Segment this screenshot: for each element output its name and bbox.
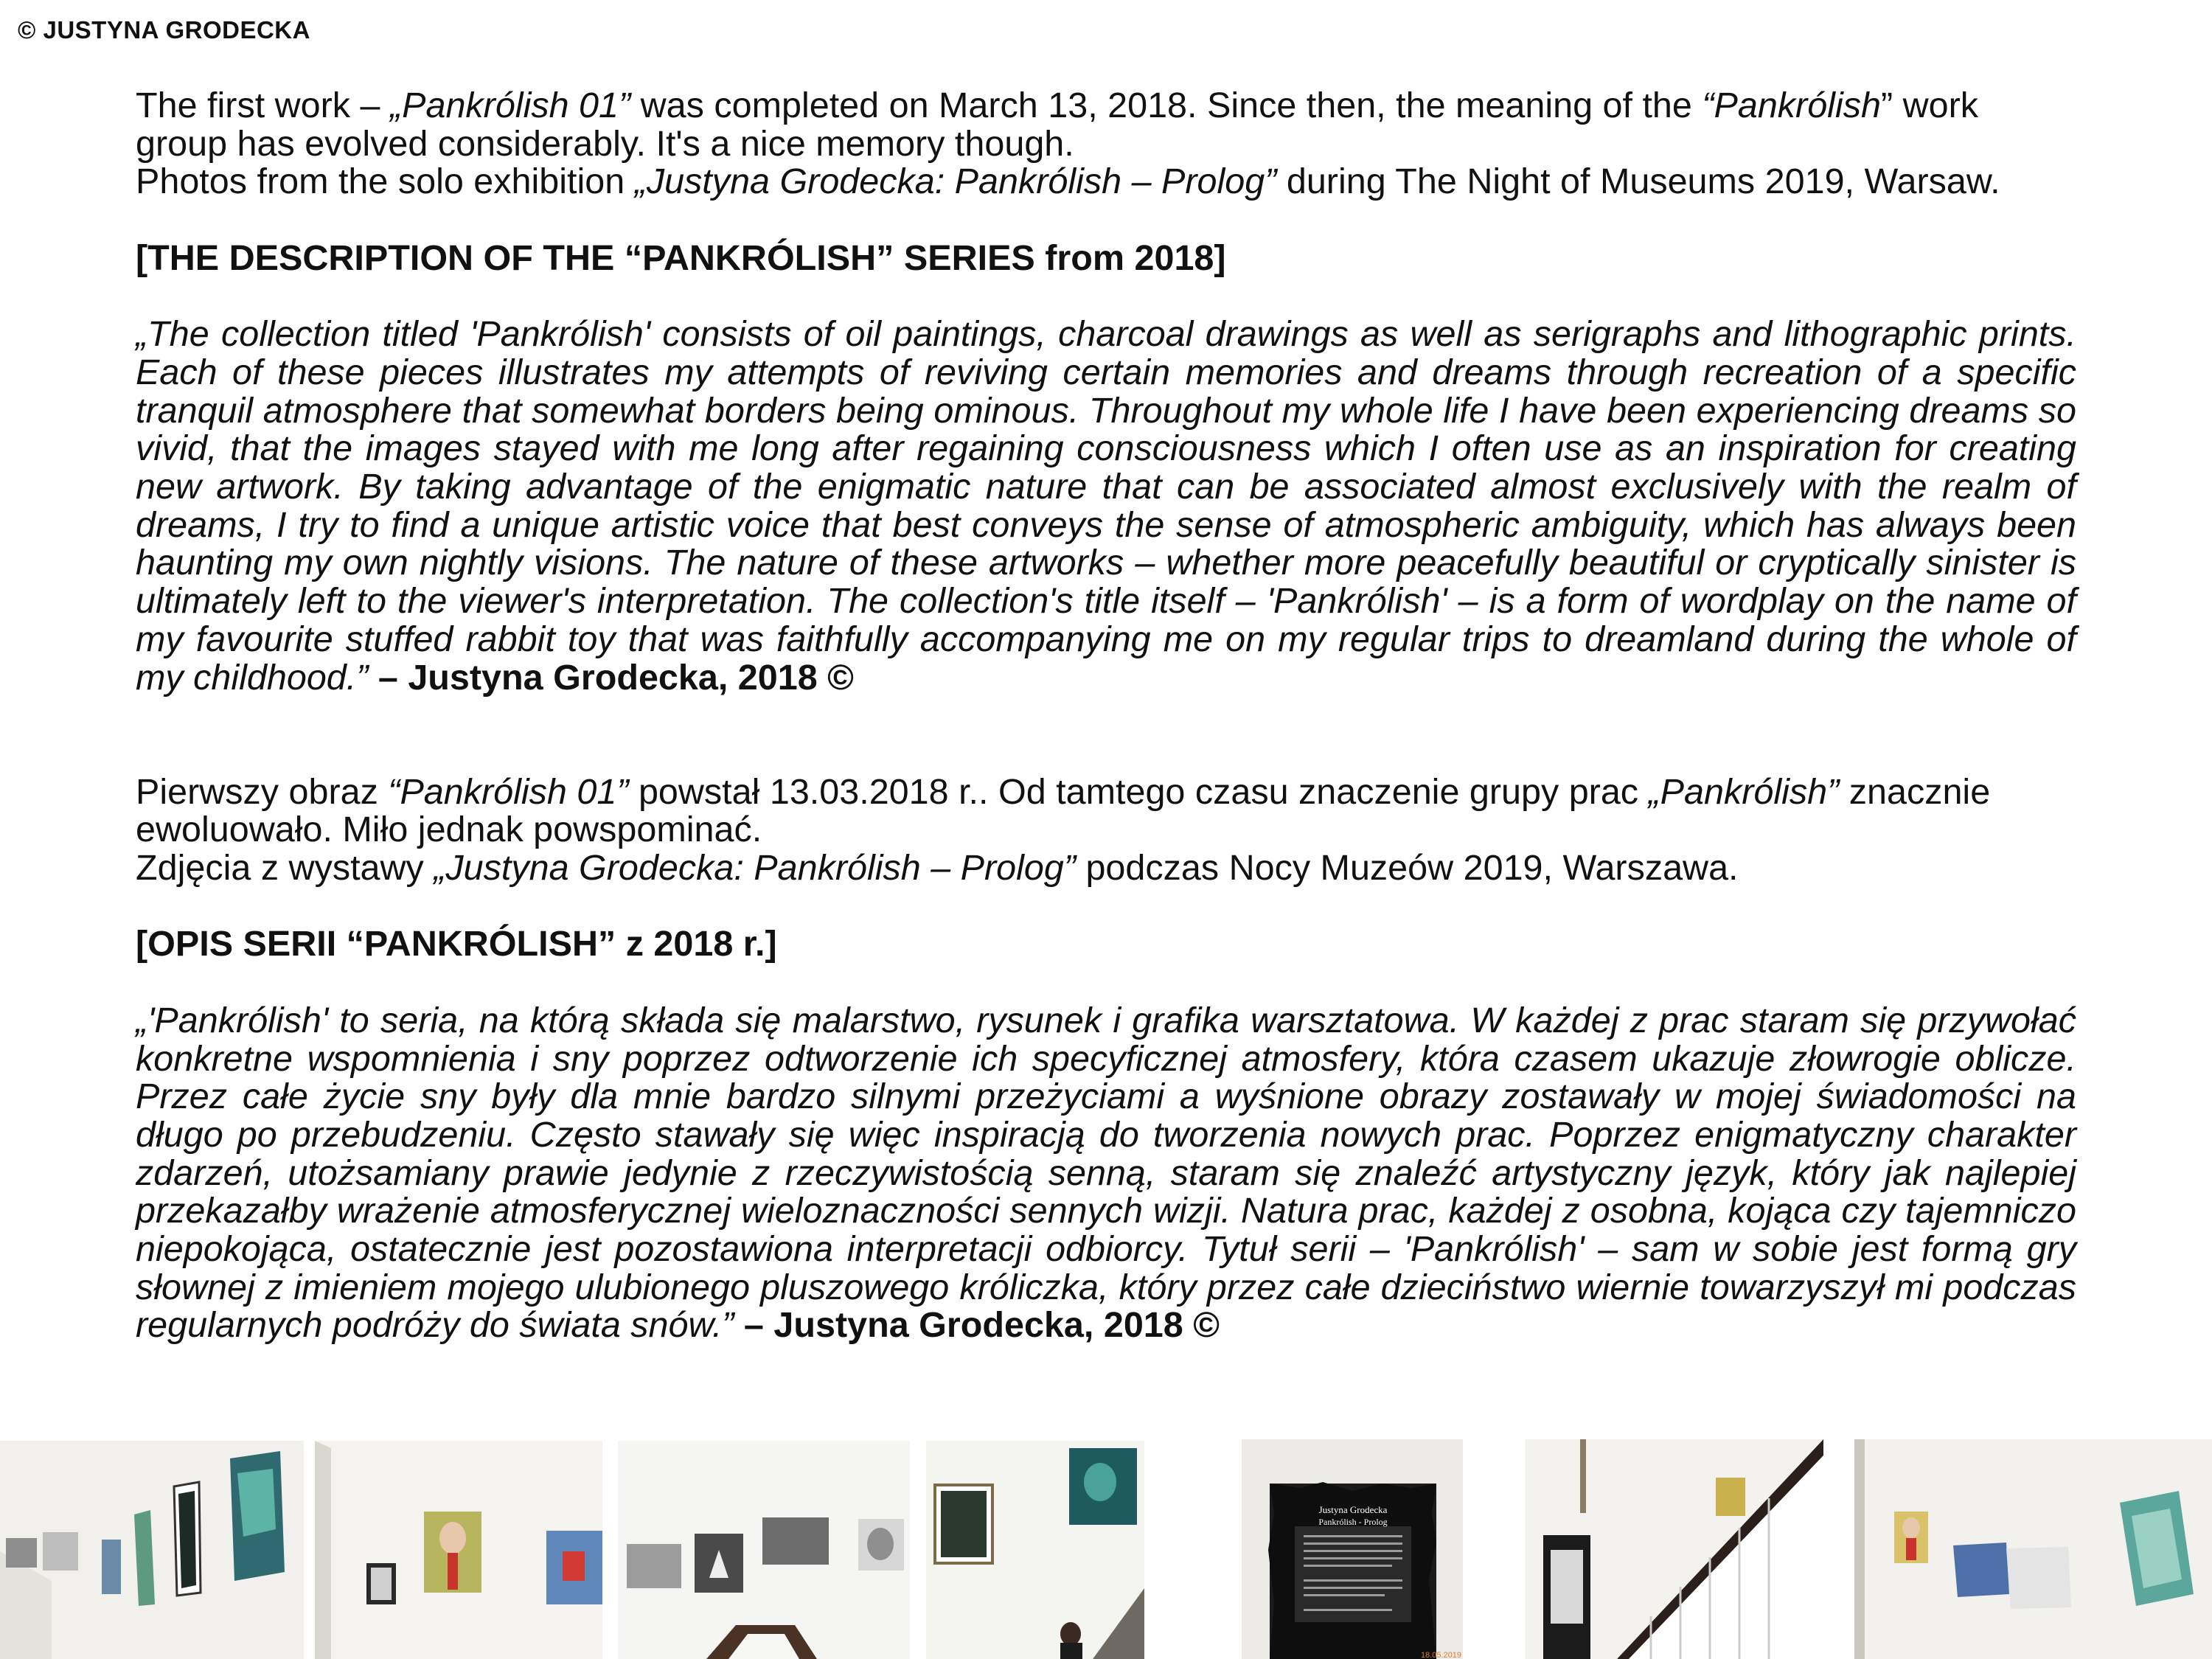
poster-artist-name: Justyna Grodecka xyxy=(1318,1504,1388,1515)
gallery-photo-corner-wall[interactable] xyxy=(1854,1439,2212,1659)
polish-series-heading: [OPIS SERII “PANKRÓLISH” z 2018 r.] xyxy=(136,924,777,964)
gallery-photo-drawings-wall[interactable] xyxy=(618,1441,910,1659)
article-content xyxy=(136,87,2076,1345)
gallery-photo-exhibition-poster[interactable] xyxy=(1242,1439,1463,1659)
english-intro-paragraph: The first work – „Pankrólish 01” was completed on March 13, 2018. Since then, the meaning of the “Pankrólish” work group has evolved considerably. It's a nice memory though. xyxy=(136,86,1978,164)
polish-series-description: „'Pankrólish' to seria, na którą składa się malarstwo, rysunek i grafika warsztatowa. W każdej z prac staram się przywołać konkretne wspomnienia i sny poprzez odtworzenie ich specyficznej atmosfery, która czasem ukazuje złowrogie oblicze. Przez całe życie sny były dla mnie bardzo silnymi przeżyciami a wyśnione obrazy zostawały w mojej świadomości na długo po przebudzeniu. Często stawały się więc inspiracją do tworzenia nowych prac. Poprzez enigmatyczny charakter zdarzeń, utożsamiany prawie jedynie z rzeczywistością senną, staram się znaleźć artystyczny język, który jak najlepiej przekazałby wrażenie atmosferycznej wieloznaczności sennych wizji. Natura prac, każdej z osobna, kojąca czy tajemniczo niepokojąca, ostatecznie jest pozostawiona interpretacji odbiorcy. Tytuł serii – 'Pankrólish' – sam w sobie jest formą gry słownej z imieniem mojego ulubionego pluszowego króliczka, który przez całe dzieciństwo wiernie towarzyszył mi podczas regularnych podróży do świata snów.” – Justyna Grodecka, 2018 © xyxy=(136,1000,2076,1346)
english-exhibition-paragraph: Photos from the solo exhibition „Justyna Grodecka: Pankrólish – Prolog” during The Night of Museums 2019, Warsaw. xyxy=(136,161,2000,202)
english-signature: – Justyna Grodecka, 2018 © xyxy=(368,657,854,698)
site-logo[interactable]: © JUSTYNA GRODECKA xyxy=(18,16,310,44)
polish-intro-paragraph: Pierwszy obraz “Pankrólish 01” powstał 13.03.2018 r.. Od tamtego czasu znaczenie grupy prac „Pankrólish” znacznie ewoluowało. Miło jednak powspominać. xyxy=(136,771,1991,850)
polish-exhibition-paragraph: Zdjęcia z wystawy „Justyna Grodecka: Pankrólish – Prolog” podczas Nocy Muzeów 2019, Warszawa. xyxy=(136,848,1739,888)
gallery-photo-portrait-wall[interactable] xyxy=(315,1441,602,1659)
poster-title: Pankrólish - Prolog xyxy=(1318,1517,1388,1527)
gallery-photo-green-paintings[interactable] xyxy=(926,1441,1144,1659)
gallery-photo-stair-railing[interactable] xyxy=(1526,1439,1823,1659)
english-series-description: „The collection titled 'Pankrólish' consists of oil paintings, charcoal drawings as well as serigraphs and lithographic prints. Each of these pieces illustrates my attempts of reviving certain memories and dreams through recreation of a specific tranquil atmosphere that somewhat borders being ominous. Throughout my whole life I have been experiencing dreams so vivid, that the images stayed with me long after regaining consciousness which I often use as an inspiration for creating new artwork. By taking advantage of the enigmatic nature that can be associated almost exclusively with the realm of dreams, I try to find a unique artistic voice that best conveys the sense of atmospheric ambiguity, which has always been haunting my own nightly visions. The nature of these artworks – whether more peacefully beautiful or cryptically sinister is ultimately left to the viewer's interpretation. The collection's title itself – 'Pankrólish' – is a form of wordplay on the name of my favourite stuffed rabbit toy that was faithfully accompanying me on my regular trips to dreamland during the whole of my childhood.” – Justyna Grodecka, 2018 © xyxy=(136,314,2076,698)
polish-signature: – Justyna Grodecka, 2018 © xyxy=(734,1305,1220,1346)
photo-date-stamp: 18.05.2019 xyxy=(1420,1651,1461,1659)
english-series-heading: [THE DESCRIPTION OF THE “PANKRÓLISH” SERIES from 2018] xyxy=(136,237,1226,278)
gallery-photo-staircase-wall[interactable] xyxy=(0,1441,304,1659)
exhibition-photo-gallery xyxy=(0,1436,2212,1659)
